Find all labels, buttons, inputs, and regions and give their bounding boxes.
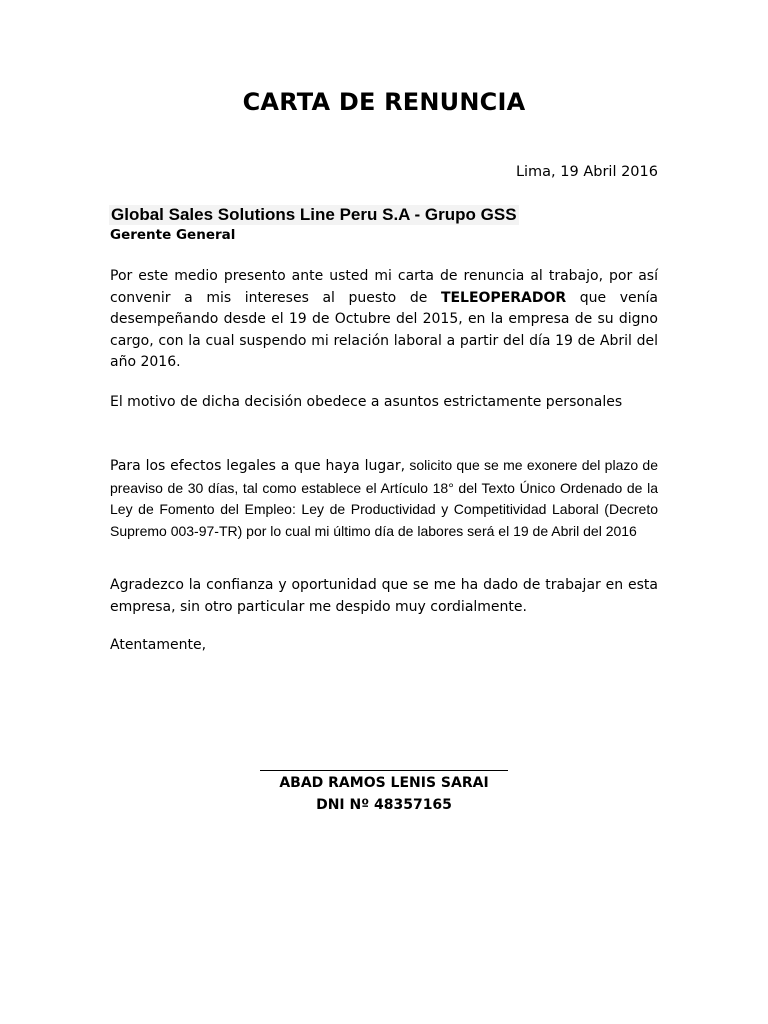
letter-title: CARTA DE RENUNCIA [242,88,526,116]
letter-date: Lima, 19 Abril 2016 [515,164,658,180]
recipient-role: Gerente General [110,227,236,243]
paragraph-thanks: Agradezco la confianza y oportunidad que se me ha dado de trabajar en esta empresa, sin otro particular me despido muy cordialmente. [110,577,658,615]
paragraph-resignation [110,266,658,374]
closing-salutation: Atentamente, [110,637,207,653]
signature-line [260,770,508,771]
paragraph-resignation-after: que venía desempeñando desde el 19 de Octubre del 2015, en la empresa de su digno cargo, con la cual suspendo mi relación laboral a partir del día 19 de Abril del año 2016. [110,289,658,370]
paragraph-legal-lead: Para los efectos legales a que haya lugar, [110,458,406,474]
paragraph-legal-rest: solicito que se me exonere del plazo de preaviso de 30 días, tal como establece el Artículo 18° del Texto Único Ordenado de la Ley de Fomento del Empleo: Ley de Productividad y Competitividad Laboral (Decreto Supremo 003-97-TR) por lo cual mi último día de labores será el 19 de Abril del 2016 [110,457,658,539]
signature-name: ABAD RAMOS LENIS SARAI [279,775,489,791]
paragraph-legal [110,455,658,542]
paragraph-resignation-before: Por este medio presento ante usted mi carta de renuncia al trabajo, por así convenir a mis intereses al puesto de [110,268,658,306]
paragraph-reason: El motivo de dicha decisión obedece a asuntos estrictamente personales [110,394,623,410]
recipient-company: Global Sales Solutions Line Peru S.A - Grupo GSS [111,205,517,224]
job-position: TELEOPERADOR [440,289,567,306]
signature-dni: DNI Nº 48357165 [316,797,452,813]
